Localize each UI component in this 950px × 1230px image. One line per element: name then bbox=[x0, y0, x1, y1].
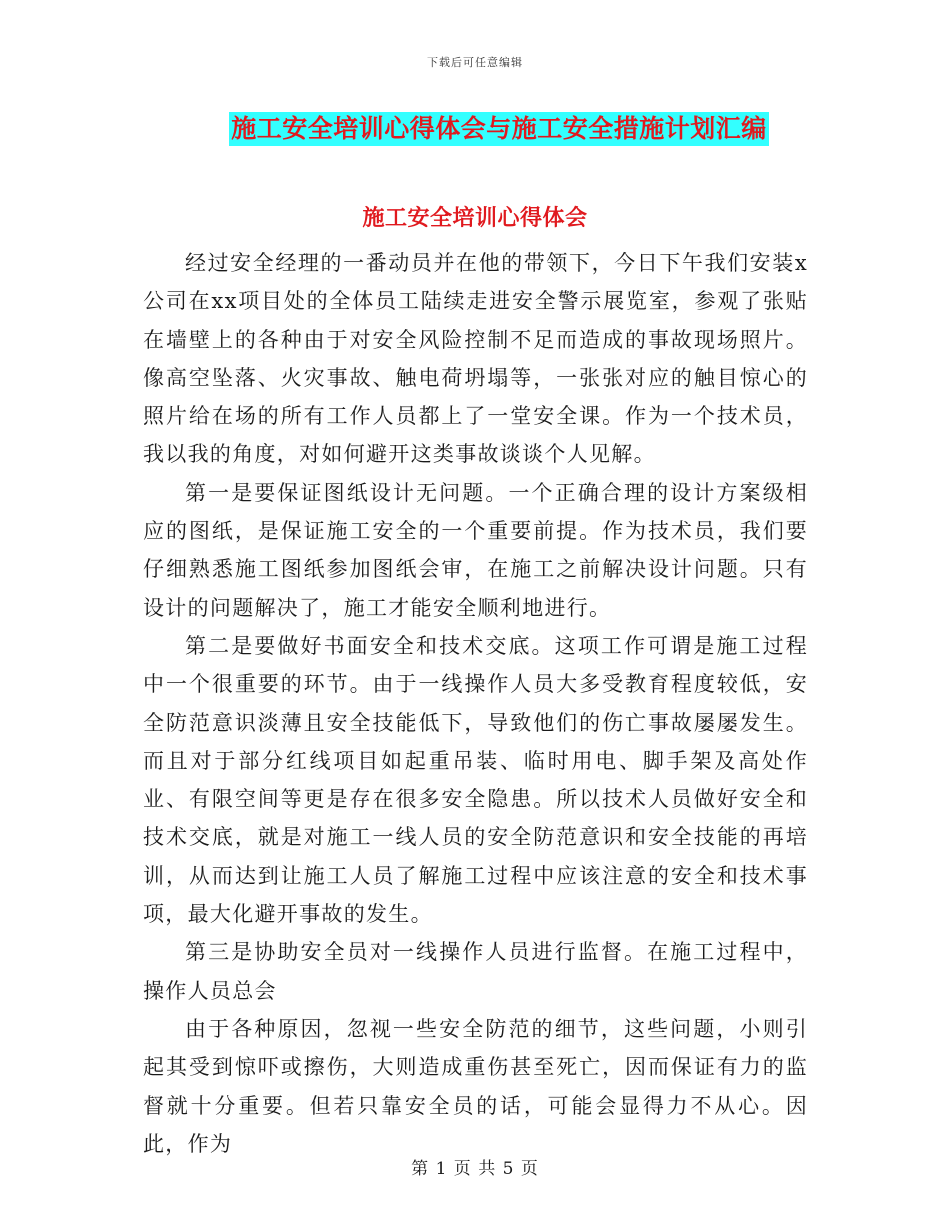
main-title: 施工安全培训心得体会与施工安全措施计划汇编 bbox=[229, 112, 769, 146]
section-title: 施工安全培训心得体会 bbox=[362, 205, 588, 231]
paragraph: 第二是要做好书面安全和技术交底。这项工作可谓是施工过程中一个很重要的环节。由于一线操作人员大多受教育程度较低，安全防范意识淡薄且安全技能低下，导致他们的伤亡事故屡屡发生。而且对于部分红线项目如起重吊装、临时用电、脚手架及高处作业、有限空间等更是存在很多安全隐患。所以技术人员做好安全和技术交底，就是对施工一线人员的安全防范意识和安全技能的再培训，从而达到让施工人员了解施工过程中应该注意的安全和技术事项，最大化避开事故的发生。 bbox=[143, 633, 808, 927]
main-title-container bbox=[0, 112, 950, 146]
page-number: 第 1 页 共 5 页 bbox=[411, 1159, 539, 1179]
paragraph: 第三是协助安全员对一线操作人员进行监督。在施工过程中，操作人员总会 bbox=[143, 940, 808, 1003]
paragraph: 第一是要保证图纸设计无问题。一个正确合理的设计方案级相应的图纸，是保证施工安全的一个重要前提。作为技术员，我们要仔细熟悉施工图纸参加图纸会审，在施工之前解决设计问题。只有设计的问题解决了，施工才能安全顺利地进行。 bbox=[143, 480, 808, 620]
document-body bbox=[143, 244, 808, 1163]
paragraph: 经过安全经理的一番动员并在他的带领下，今日下午我们安装x公司在xx项目处的全体员工陆续走进安全警示展览室，参观了张贴在墙壁上的各种由于对安全风险控制不足而造成的事故现场照片。像高空坠落、火灾事故、触电荷坍塌等，一张张对应的触目惊心的照片给在场的所有工作人员都上了一堂安全课。作为一个技术员，我以我的角度，对如何避开这类事故谈谈个人见解。 bbox=[143, 251, 808, 467]
paragraph: 由于各种原因，忽视一些安全防范的细节，这些问题，小则引起其受到惊吓或擦伤，大则造成重伤甚至死亡，因而保证有力的监督就十分重要。但若只靠安全员的话，可能会显得力不从心。因此，作为 bbox=[143, 1016, 808, 1156]
page-header-note: 下载后可任意编辑 bbox=[427, 56, 523, 69]
